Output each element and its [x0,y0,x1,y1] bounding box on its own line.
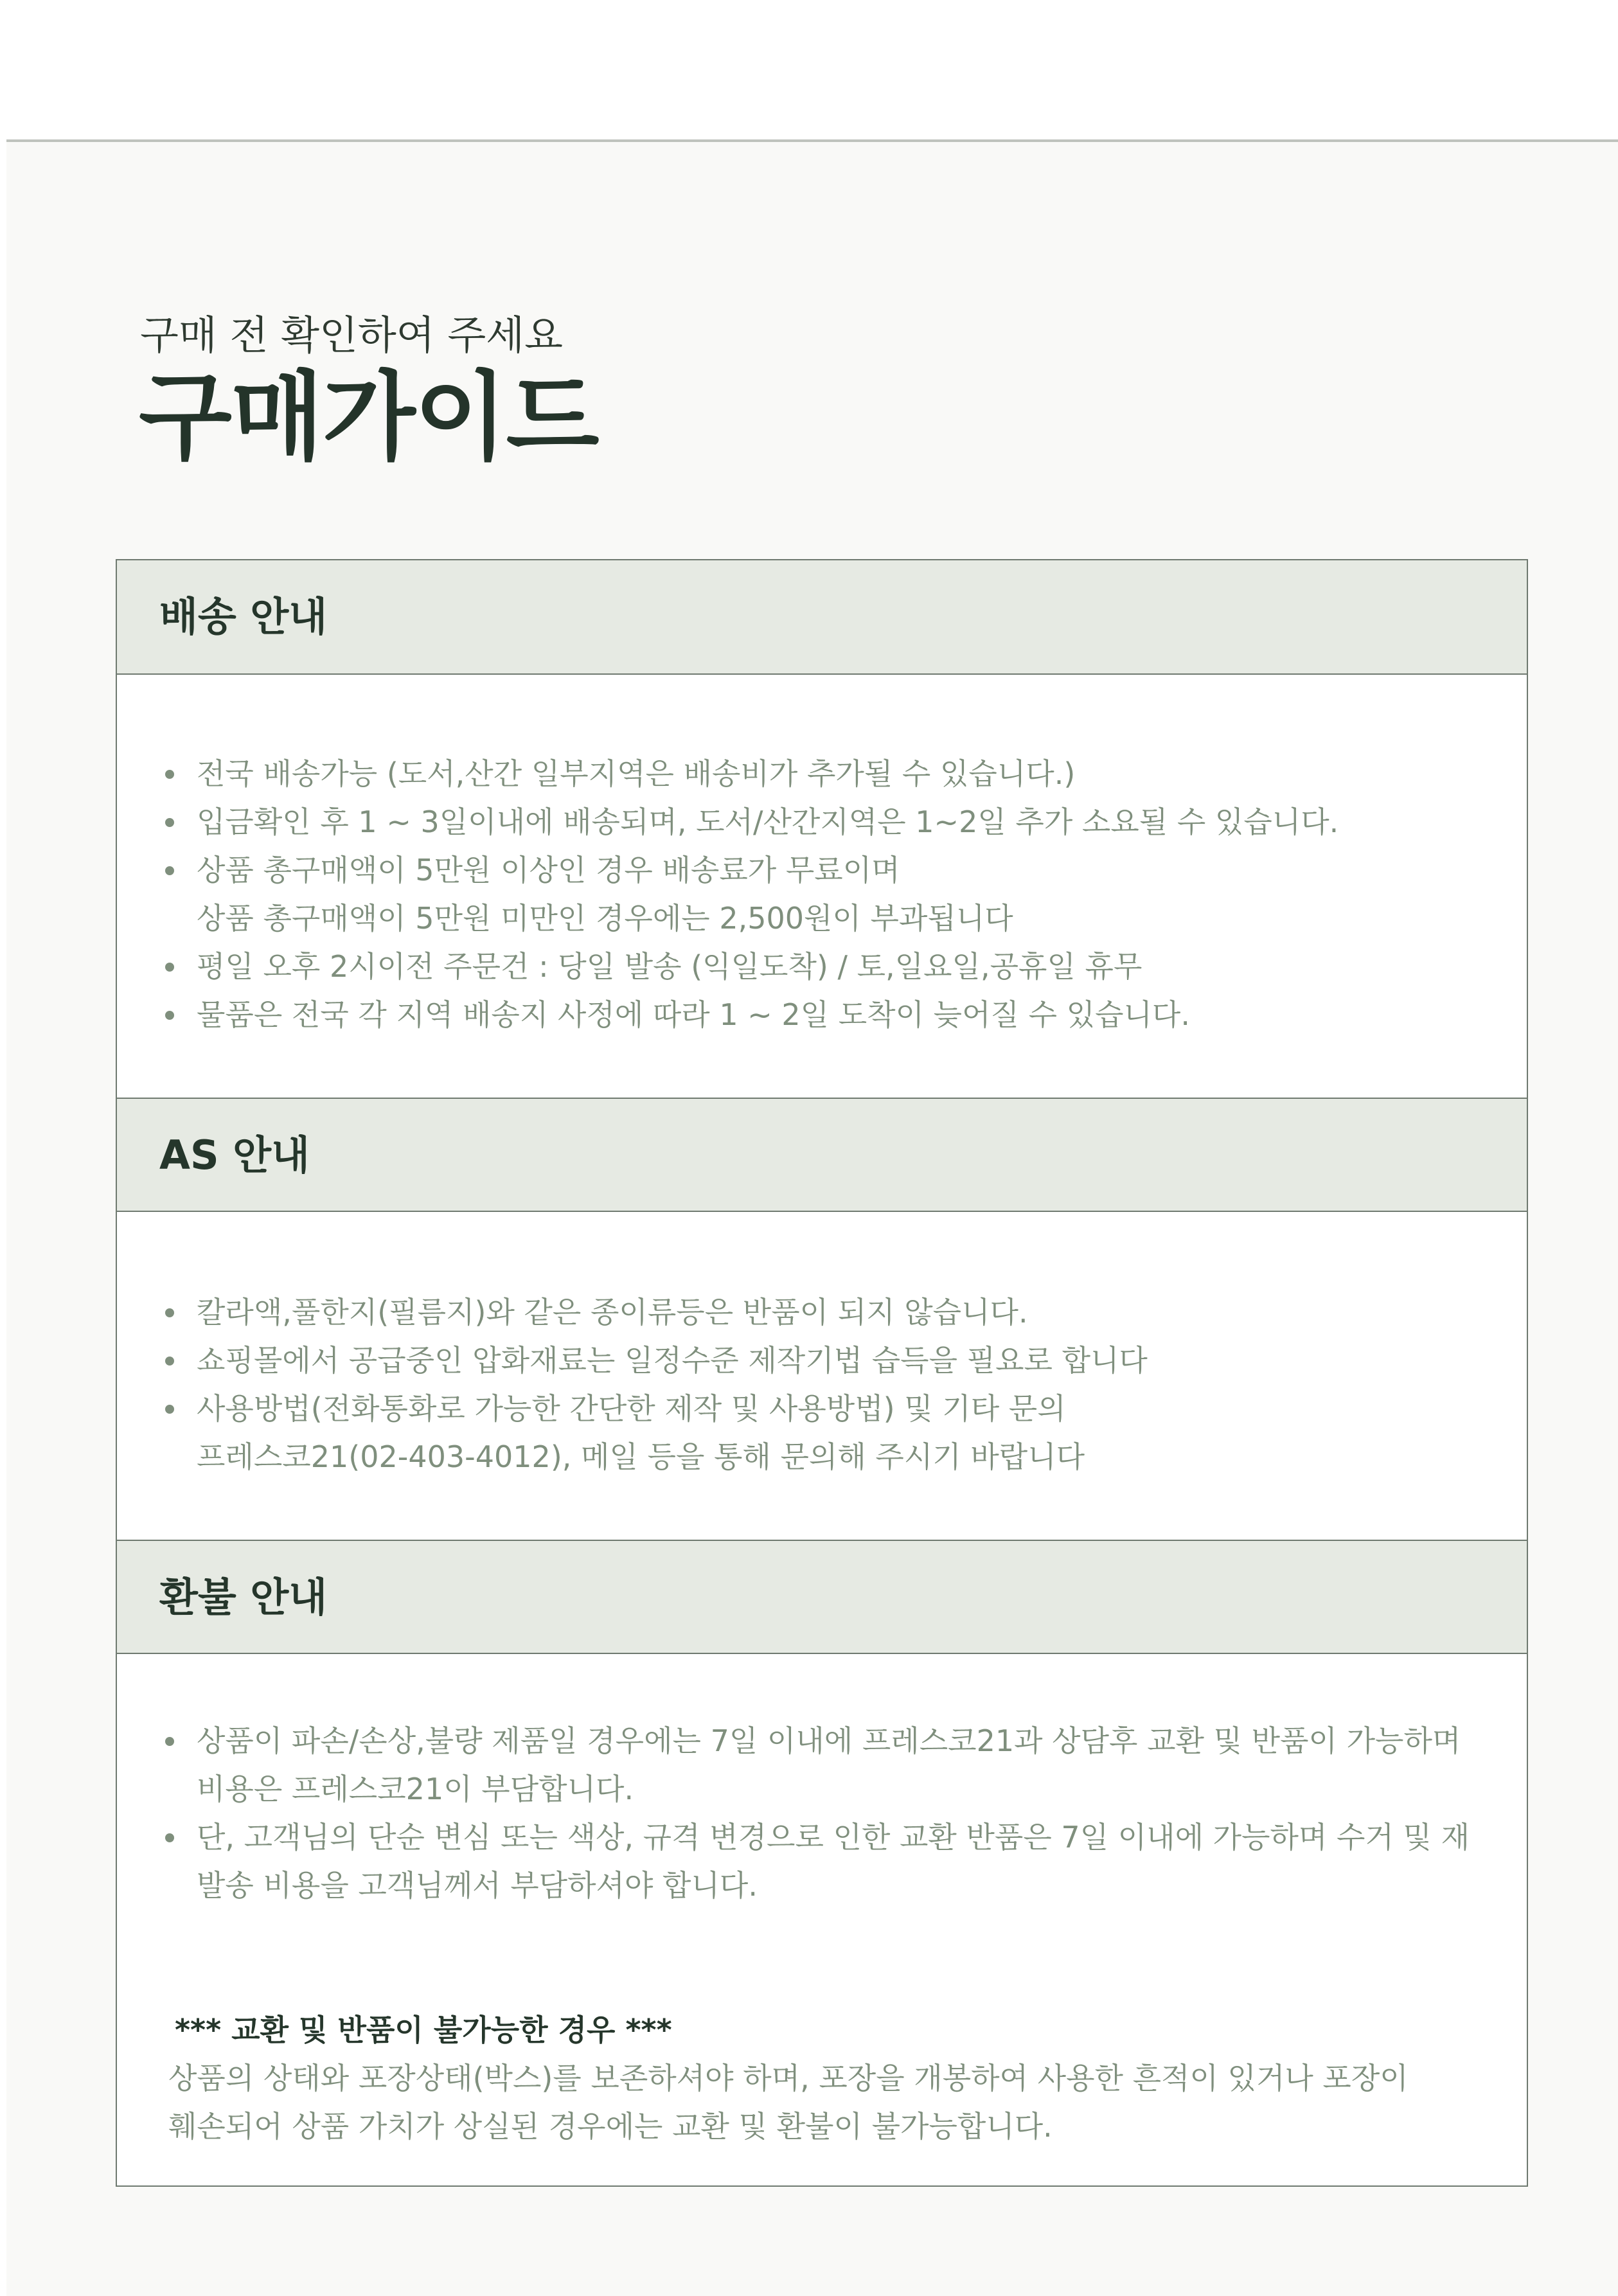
section-body-shipping [117,675,1527,1032]
list-item: 단, 고객님의 단순 변심 또는 색상, 규격 변경으로 인한 교환 반품은 7일 이내에 가능하며 수거 및 재 발송 비용을 고객님께서 부담하셔야 합니다. [117,1813,1527,1910]
bullet-dot [165,1737,174,1746]
list-item: 쇼핑몰에서 공급중인 압화재료는 일정수준 제작기법 습득을 필요로 합니다 [117,1337,1527,1385]
page-title: 구매가이드 [139,362,598,474]
bullet-dot [165,1405,174,1414]
bullet-dot [165,770,174,779]
bullet-dot [165,1833,174,1842]
bullet-dot [165,866,174,875]
as-list [117,1288,1527,1481]
refund-list [117,1717,1527,1910]
list-item: 사용방법(전화통화로 가능한 간단한 제작 및 사용방법) 및 기타 문의 프레스코21(02-403-4012), 메일 등을 통해 문의해 주시기 바랍니다 [117,1385,1527,1481]
list-item: 칼라액,풀한지(필름지)와 같은 종이류등은 반품이 되지 않습니다. [117,1288,1527,1337]
shipping-list [117,750,1527,1039]
section-header-refund [117,1540,1527,1654]
refund-notice-text: 상품의 상태와 포장상태(박스)를 보존하셔야 하며, 포장을 개봉하여 사용한 흔적이 있거나 포장이 훼손되어 상품 가치가 상실된 경우에는 교환 및 환불이 불가능합니다. [168,2061,1409,2144]
section-title-shipping: 배송 안내 [159,593,328,640]
list-item: 상품이 파손/손상,불량 제품일 경우에는 7일 이내에 프레스코21과 상담후 교환 및 반품이 가능하며 비용은 프레스코21이 부담합니다. [117,1717,1527,1813]
list-item: 입금확인 후 1 ~ 3일이내에 배송되며, 도서/산간지역은 1~2일 추가 소요될 수 있습니다. [117,798,1527,846]
bullet-dot [165,963,174,972]
bullet-dot [165,1308,174,1317]
section-title-refund: 환불 안내 [159,1574,328,1621]
guide-box [116,559,1528,2187]
bullet-dot [165,1011,174,1020]
section-header-shipping [117,560,1527,675]
section-body-as [117,1212,1527,1540]
list-item: 물품은 전국 각 지역 배송지 사정에 따라 1 ~ 2일 도착이 늦어질 수 있습니다. [117,991,1527,1039]
list-item: 전국 배송가능 (도서,산간 일부지역은 배송비가 추가될 수 있습니다.) [117,750,1527,798]
top-margin [0,0,1618,139]
bullet-dot [165,1357,174,1366]
section-header-as [117,1098,1527,1212]
section-body-refund [117,1654,1527,2187]
list-item: 평일 오후 2시이전 주문건 : 당일 발송 (익일도착) / 토,일요일,공휴일 휴무 [117,943,1527,991]
refund-notice-title: *** 교환 및 반품이 불가능한 경우 *** [175,2013,672,2047]
page-subtitle: 구매 전 확인하여 주세요 [140,312,564,359]
section-title-as: AS 안내 [159,1132,310,1179]
bullet-dot [165,818,174,827]
list-item: 상품 총구매액이 5만원 이상인 경우 배송료가 무료이며 상품 총구매액이 5만원 미만인 경우에는 2,500원이 부과됩니다 [117,846,1527,943]
